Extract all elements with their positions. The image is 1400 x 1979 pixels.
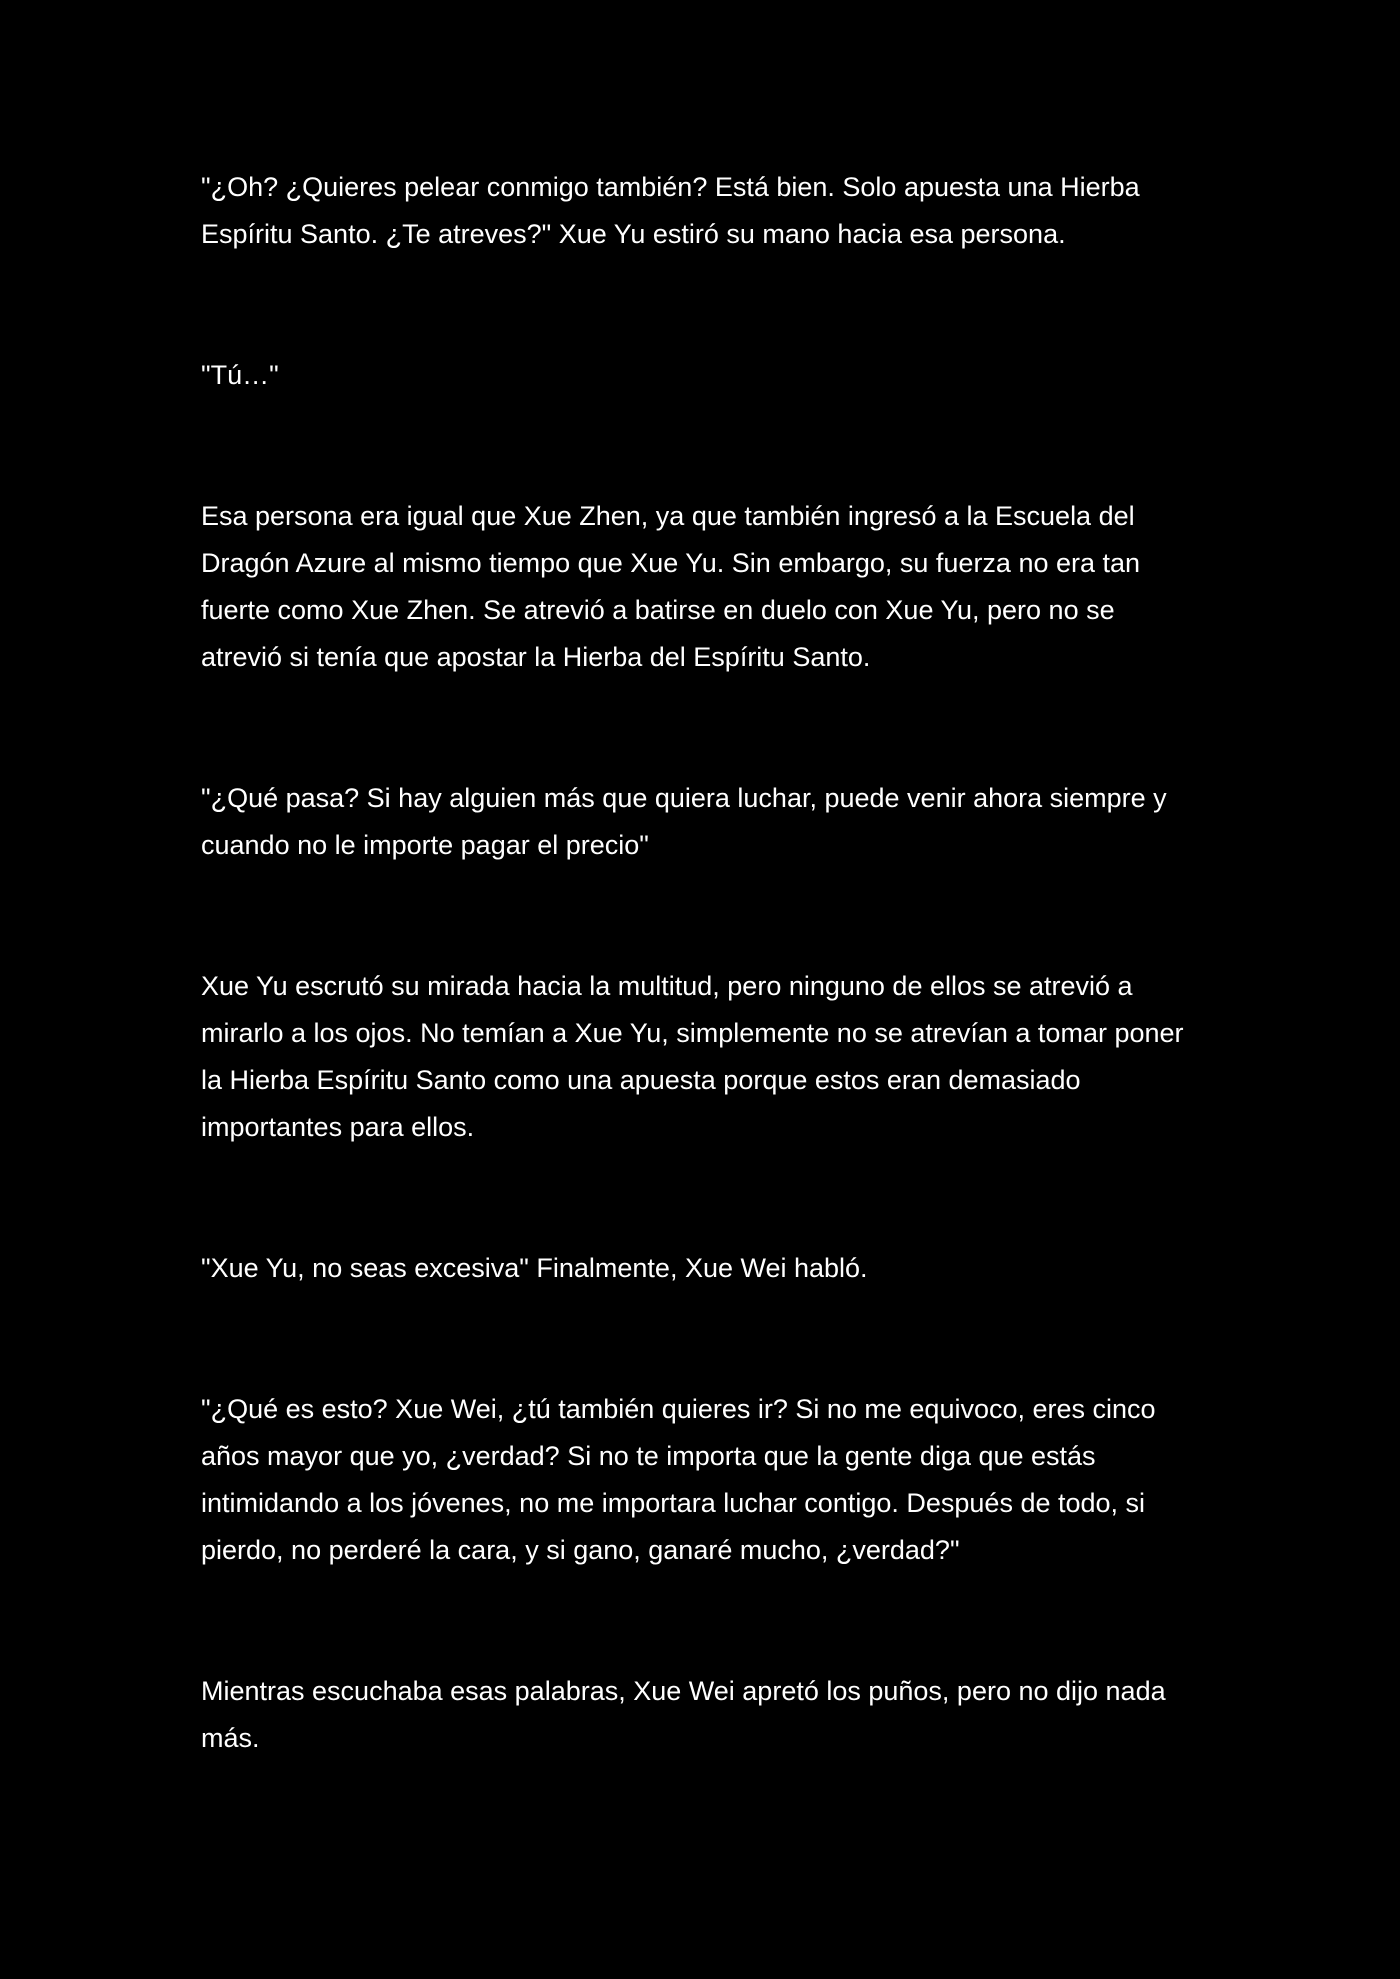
- paragraph-2: "Tú…": [201, 360, 279, 390]
- paragraph-6: "Xue Yu, no seas excesiva" Finalmente, Xue Wei habló.: [201, 1253, 868, 1283]
- paragraph-5: Xue Yu escrutó su mirada hacia la multitud, pero ninguno de ellos se atrevió a mirarlo a los ojos. No temían a Xue Yu, simplemente no se atrevían a tomar poner la Hierba Espíritu Santo como una apuesta porque estos eran demasiado importantes para ellos.: [201, 971, 1184, 1142]
- paragraph-7: "¿Qué es esto? Xue Wei, ¿tú también quieres ir? Si no me equivoco, eres cinco años mayor que yo, ¿verdad? Si no te importa que la gente diga que estás intimidando a los jóvenes, no me importara luchar contigo. Después de todo, si pierdo, no perderé la cara, y si gano, ganaré mucho, ¿verdad?": [201, 1394, 1156, 1565]
- paragraph-4: "¿Qué pasa? Si hay alguien más que quiera luchar, puede venir ahora siempre y cuando no le importe pagar el precio": [201, 783, 1167, 860]
- paragraph-1: "¿Oh? ¿Quieres pelear conmigo también? Está bien. Solo apuesta una Hierba Espíritu Santo. ¿Te atreves?" Xue Yu estiró su mano hacia esa persona.: [201, 172, 1140, 249]
- paragraph-8: Mientras escuchaba esas palabras, Xue Wei apretó los puños, pero no dijo nada más.: [201, 1676, 1166, 1753]
- paragraph-3: Esa persona era igual que Xue Zhen, ya que también ingresó a la Escuela del Dragón Azure al mismo tiempo que Xue Yu. Sin embargo, su fuerza no era tan fuerte como Xue Zhen. Se atrevió a batirse en duelo con Xue Yu, pero no se atrevió si tenía que apostar la Hierba del Espíritu Santo.: [201, 501, 1141, 672]
- document-body: [201, 164, 1201, 1762]
